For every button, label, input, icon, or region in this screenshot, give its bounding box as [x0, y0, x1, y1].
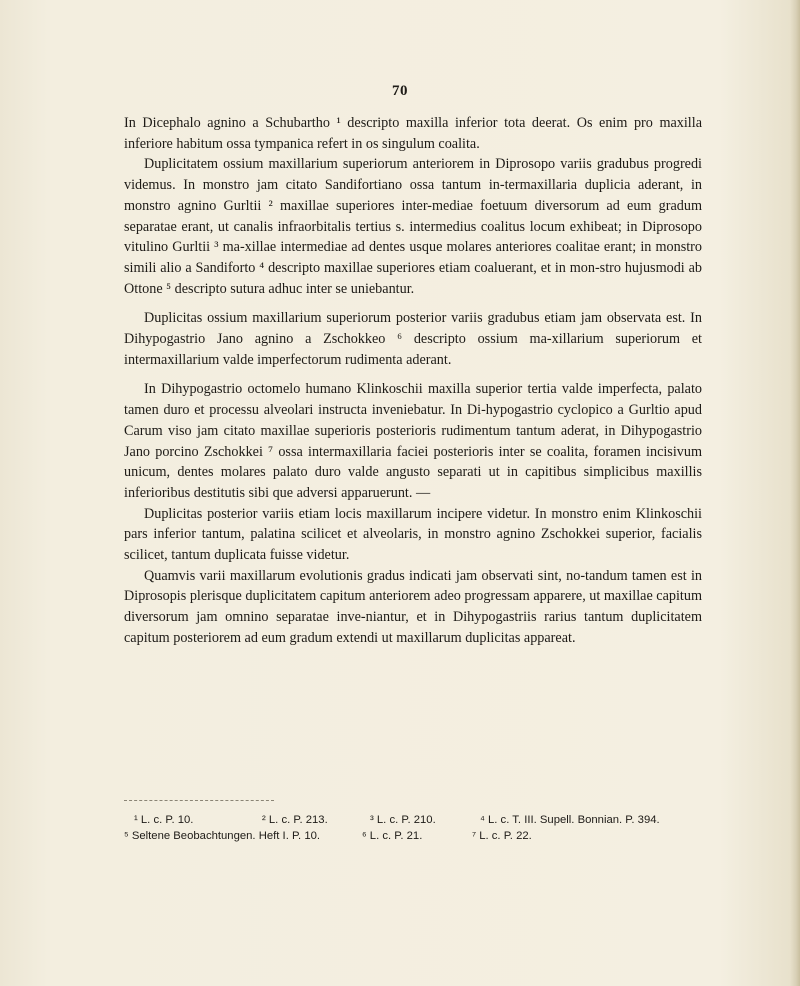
footnote-4: ⁴ L. c. T. III. Supell. Bonnian. P. 394.	[480, 814, 660, 826]
footnote-6: ⁶ L. c. P. 21.	[362, 830, 423, 842]
page-edge-shadow	[790, 0, 800, 986]
footnote-separator	[124, 800, 274, 802]
footnote-row	[124, 828, 724, 844]
paragraph-5: Duplicitas posterior variis etiam locis maxillarum incipere videtur. In monstro enim Klinkoschii pars inferior tantum, palatina scilicet et alveolaris, in monstro agnino Zschokkei superior, facialis scilicet, tantum duplicata fuisse videtur.	[124, 505, 702, 564]
footnote-2: ² L. c. P. 213.	[262, 814, 328, 826]
footnote-5: ⁵ Seltene Beobachtungen. Heft I. P. 10.	[124, 830, 321, 842]
footnotes	[124, 812, 724, 844]
page-number: 70	[392, 83, 408, 99]
paragraph-1: In Dicephalo agnino a Schubartho ¹ descripto maxilla inferior tota deerat. Os enim pro maxilla inferiore habitum ossa tympanica refert in os singulum coalita.	[124, 115, 702, 152]
paragraph-2: Duplicitatem ossium maxillarium superiorum anteriorem in Diprosopo variis gradubus progredi videmus. In monstro jam citato Sandifortiano ossa tantum in-termaxillaria duplicia aderant, in monstro agnino Gurltii ² maxillae superiores inter-mediae foetuum diversorum ad eum gradum separatae erant, ut canalis infraorbitalis tertius s. intermedius coalitus locum exhibeat; in Diprosopo vitulino Gurltii ³ ma-xillae intermediae ad dentes usque molares anteriores coalitae erant; in monstro simili alio a Sandiforto ⁴ descripto maxillae superiores etiam coaluerant, et in mon-stro hujusmodi ab Ottone ⁵ descripto sutura adhuc inter se uniebantur.	[124, 156, 702, 297]
body-text	[124, 113, 702, 649]
footnote-1: ¹ L. c. P. 10.	[134, 814, 194, 826]
paragraph-4: In Dihypogastrio octomelo humano Klinkoschii maxilla superior tertia valde imperfecta, palato tamen duro et processu alveolari instructa inveniebatur. In Di-hypogastrio cyclopico a Gurltio apud Carum viso jam citato maxillae superioris posterioris rudimentum tantum aderat, in Dihypogastrio Jano porcino Zschokkei ⁷ ossa intermaxillaria faciei posterioris inter se coalita, foramen incisivum unicum, dentes molares palato duro valde angusto separati ut in capitibus simplicibus maxillis inferioribus destitutis sibi que adversi apparuerunt. —	[124, 381, 702, 501]
footnote-row	[124, 812, 724, 828]
paragraph-6: Quamvis varii maxillarum evolutionis gradus indicati jam observati sint, no-tandum tamen est in Diprosopis plerisque duplicitatem capitum anteriorem adeo progressam apparere, ut maxillae capitum diversorum jam omnino separatae inve-niantur, et in Dihypogastriis rarius tantum duplicitatem capitum posteriorem ad eum gradum extendi ut maxillarum duplicitas appareat.	[124, 567, 702, 646]
footnote-3: ³ L. c. P. 210.	[370, 814, 436, 826]
paragraph-3: Duplicitas ossium maxillarium superiorum posterior variis gradubus etiam jam observata est. In Dihypogastrio Jano agnino a Zschokkeo ⁶ descripto ossium ma-xillarium superiorum et intermaxillarium valde imperfectorum rudimenta aderant.	[124, 310, 702, 368]
footnote-7: ⁷ L. c. P. 22.	[472, 830, 532, 842]
